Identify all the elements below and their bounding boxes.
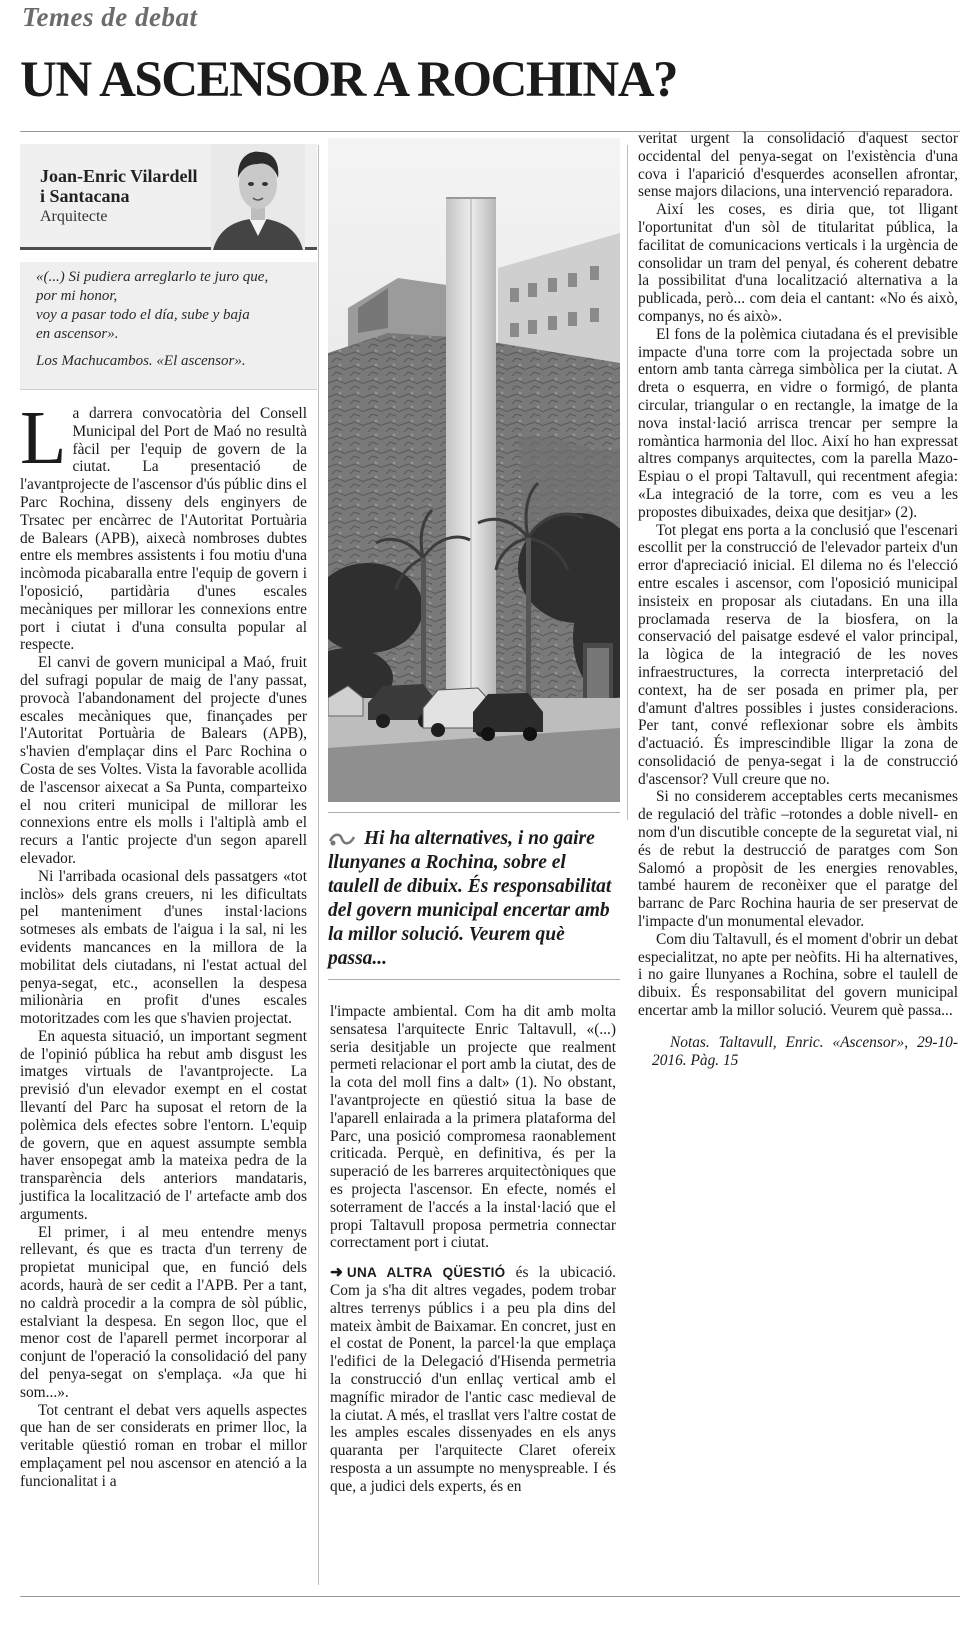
headline: UN ASCENSOR A ROCHINA? (20, 52, 678, 108)
pull-quote (328, 812, 620, 980)
paragraph: Així les coses, es diria que, tot lligant l'oportunitat d'un sòl de titularitat pública, la facilitat de comunicacions verticals i la urgència de consolidar un tram del penyal, és coherent debatre la possibilitat d'una localització alternativa a la publicada, però... com deia el cantant: «No és això, companys, no és això». (638, 201, 958, 325)
author-name (40, 166, 198, 206)
paragraph: Com diu Taltavull, és el moment d'obrir un debat especialitzat, no apte per neòfits. Hi ha alternatives, i no gaire llunyanes a Rochina, sobre el taulell de dibuix. És responsabilitat del govern municipal encertar amb la millor solució. Veurem què passa... (638, 930, 958, 1020)
pull-quote-text: Hi ha alternatives, i no gaire llunyanes a Rochina, sobre el taulell de dibuix. És responsabilitat del govern municipal encertar amb la millor solució. Veurem què passa... (328, 828, 612, 969)
epigraph-source: Los Machucambos. «El ascensor». (36, 353, 246, 369)
paragraph-text: a darrera convocatòria del Consell Municipal del Port de Maó no resultà fàcil per l'equip de govern de la ciutat. La presentació de l'avantprojecte de l'ascensor d'ús públic dins el Parc Rochina, disseny dels enginyers de Trsatec per encàrrec de l'Autoritat Portuària de Balears (APB), aixecà nombroses dubtes entre els membres assistents i fou motiu d'una incòmoda picabaralla entre l'equip de govern i l'oposició, partidària d'unes escales mecàniques per millorar les connexions entre port i ciutat i d'una consulta popular al respecte. (20, 405, 307, 654)
byline-box (20, 144, 317, 250)
paragraph: Tot centrant el debat vers aquells aspectes que han de ser considerats en primer lloc, la veritable qüestió roman en trobar el millor emplaçament pel nou ascensor en atenció a la funcionalitat i a (20, 1401, 307, 1490)
paragraph: Tot plegat ens porta a la conclusió que l'escenari escollit per la construcció de l'elevador parteix d'un error d'apreciació inicial. El dilema no és l'elecció entre escales i ascensor, com l'oposició municipal insisteix en proposar als ciutadans. En una illa proclamada reserva de la biosfera, on la conservació del paisatge esdevé el valor principal, la lògica de la integració de les noves infraestructures, la correcta interpretació del context, ha de ser posada en primer pla, per d'amunt d'altres possibles i justes consideracions. Per tant, convé reflexionar sobre els àmbits d'actuació. És imprescindible lligar la zona de consolidació de penya-segat i la de construcció d'ascensor? Vull creure que no. (638, 521, 958, 788)
column-3 (638, 130, 958, 1069)
author-photo (211, 144, 305, 250)
subhead: UNA ALTRA QÜESTIÓ (346, 1265, 506, 1281)
paragraph (330, 1264, 616, 1495)
paragraph: El fons de la polèmica ciutadana és el previsible impacte d'una torre com la projectada sobre un entorn amb tanta càrrega simbòlica per la ciutat. A dreta o esquerra, en vidre o formigó, de planta circular, triangular o en rectangle, la imatge de la nova instal·lació arrisca trencar per sempre la romàntica harmonia del lloc. Així ho han expressat altres companys arquitectes, com la parella Mazo-Espiau o el propi Taltavull, qui recentment afegia: «La integració de la torre, com es veu a les propostes dibuixades, deixa que desitjar» (2). (638, 325, 958, 521)
section-label: Temes de debat (22, 2, 198, 32)
photo-illustration (328, 138, 620, 802)
paragraph: veritat urgent la consolidació d'aquest sector occidental del penya-segat on l'existència d'una cova i l'aparició d'esquerdes aconsellen afrontar, sense majors dilacions, una intervenció reparadora. (638, 130, 958, 201)
paragraph: l'impacte ambiental. Com ha dit amb molta sensatesa l'arquitecte Enric Taltavull, «(...) seria desitjable un projecte que realment permeti relacionar el port amb la ciutat, des de la cota del moll fins a dalt» (1). No obstant, l'avantprojecte en qüestió situa la base de l'aparell enlairada a la primera plataforma del Parc, una posició compromesa raonablement criticada. Perquè, en definitiva, és per la superació de les barreres arquitectòniques que es projecta l'ascensor. En efecte, només el soterrament de l'accés a la instal·lació que el propi Taltavull proposa permetria connectar correctament port i ciutat. (330, 1003, 616, 1252)
quote-swirl-icon (328, 831, 356, 849)
paragraph: Ni l'arribada ocasional dels passatgers «tot inclòs» dels grans creuers, ni les dificultats pel manteniment d'unes instal·lacions sotmeses als embats de l'aigua i la sal, ni les evidents mancances en la millora de la mobilitat dels ciutadans, ni l'estat actual del penya-segat, etc., aconsellen la despesa milionària en profit d'unes escales motoritzades com les que s'havien projectat. (20, 867, 307, 1028)
column-divider (627, 145, 628, 820)
author-role: Arquitecte (40, 208, 108, 225)
author-name-line2: i Santacana (40, 186, 130, 206)
author-name-line1: Joan-Enric Vilardell (40, 166, 198, 186)
paragraph: Si no considerem acceptables certs mecanismes de regulació del tràfic –rotondes a doble nivell- en nom d'un discutible concepte de la seguretat vial, ni és de rebut la destrucció de paratges com Son Salomó a propòsit de les energies renovables, també haurem de reconèixer que el paratge del barranc de Parc Rochina hauria de ser preservat de l'impacte d'un monumental elevador. (638, 788, 958, 931)
paragraph-text: és la ubicació. Com ja s'ha dit altres vegades, podem trobar altres terrenys públics i a peu pla dins del mateix àmbit de Baixamar. En concret, just en el costat de Ponent, la parcel·la que emplaça l'edifici de la Delegació d'Hisenda permetria la construcció d'un enllaç vertical amb el magnífic mirador de l'antic casc medieval de la ciutat. A més, el trasllat vers l'altre costat de les amples escales dissenyades en els anys quaranta per l'arquitecte Claret ofereix resposta a un assumpte no menyspreable. I és que, a judici dels experts, és en (330, 1264, 616, 1495)
column-divider (318, 145, 319, 1585)
bottom-rule (20, 1596, 960, 1597)
paragraph: En aquesta situació, un important segment de l'opinió pública ha rebut amb disgust les imatges virtuals de l'avantprojecte. La previsió d'un elevador exempt en el costat llevantí del Parc ha suposat el retorn de la polèmica dels efectes sobre l'entorn. L'equip de govern, que en aquest assumpte sembla haver ensopegat amb la mateixa pedra de la transparència dels anteriors mandataris, justifica la localització de l' artefacte amb dos arguments. (20, 1027, 307, 1223)
epigraph-quote: «(...) Si pudiera arreglarlo te juro que, por mi honor, voy a pasar todo el día, sube y baja en ascensor». (36, 269, 269, 342)
arrow-right-icon: ➜ (330, 1264, 343, 1282)
column-2 (330, 1003, 616, 1496)
paragraph (20, 396, 307, 654)
epigraph-box (20, 262, 317, 390)
footnotes: Notas. Taltavull, Enric. «Ascensor», 29-10-2016. Pàg. 15 (652, 1033, 958, 1069)
column-1 (20, 396, 307, 1491)
elevator-photo (328, 138, 620, 802)
paragraph: El canvi de govern municipal a Maó, fruit del sufragi popular de maig de l'any passat, provocà l'abandonament del projecte d'unes escales mecàniques que, finançades per l'Autoritat Portuària de Balears (APB), s'havien d'emplaçar dins el Parc Rochina o Costa de ses Voltes. Vista la favorable acollida de l'ascensor aixecat a Sa Punta, comparteixo el nou criteri municipal de millorar les connexions entre els molls i l'altiplà amb el recurs a l'antic projecte d'un segon aparell elevador. (20, 654, 307, 867)
paragraph: El primer, i al meu entendre menys rellevant, és que es tracta d'un terreny de propietat municipal que, en funció dels acords, haurà de ser cedit a l'APB. Per a tant, no caldrà procedir a la compra de sòl públic, estalviant la despesa. En segon lloc, que el menor cost de l'aparell permet incorporar al conjunt de l'operació la consolidació del pany del penya-segat on s'emplaça. «Ja que hi som...». (20, 1223, 307, 1401)
drop-cap: L (20, 396, 67, 480)
